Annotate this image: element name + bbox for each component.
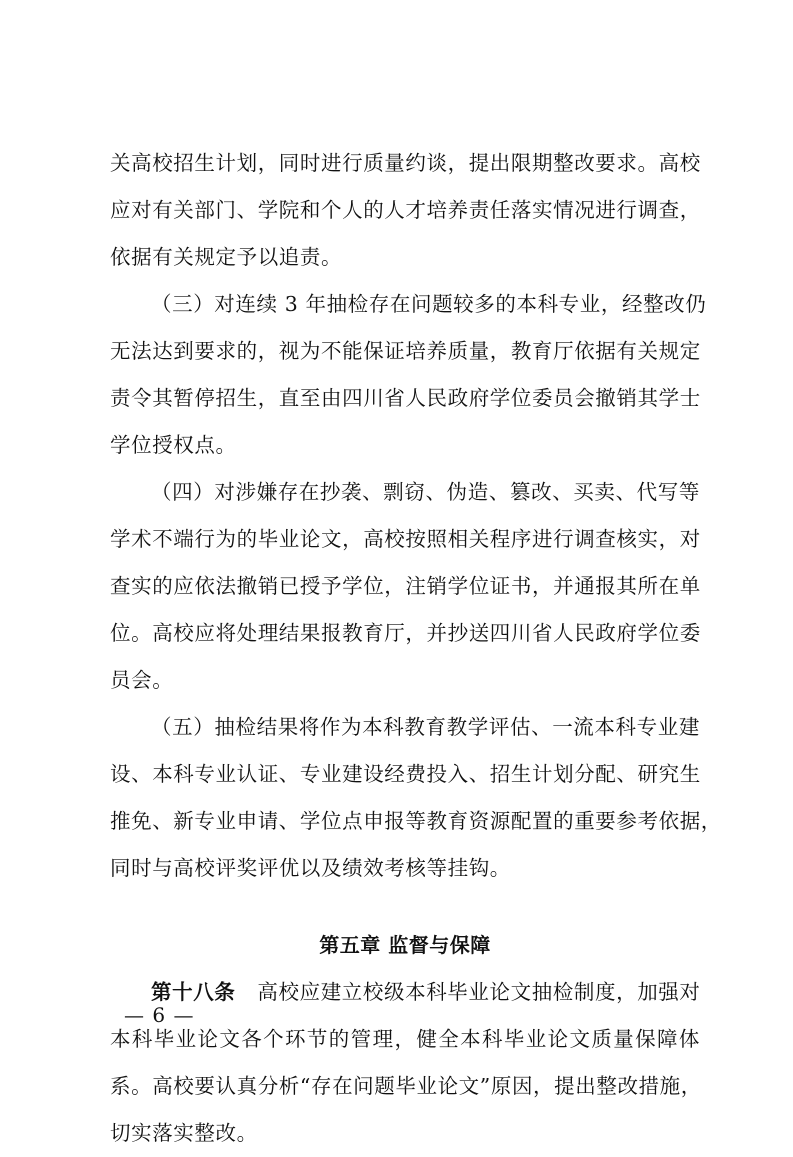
article-eighteen bbox=[110, 969, 700, 1157]
text-line: 切实落实整改。 bbox=[110, 1121, 258, 1145]
text-line: 位。高校应将处理结果报教育厅，并抄送四川省人民政府学位委 bbox=[110, 621, 701, 645]
paragraph-item-four bbox=[110, 469, 700, 704]
document-body bbox=[110, 140, 722, 1157]
page-number: — 6 — bbox=[124, 1003, 195, 1027]
chapter-title: 第五章 监督与保障 bbox=[319, 933, 491, 957]
paragraph-item-three bbox=[110, 281, 707, 469]
text-line: 学位授权点。 bbox=[110, 433, 237, 457]
paragraph-item-five bbox=[110, 704, 722, 892]
text-line: （三）对连续 3 年抽检存在问题较多的本科专业，经整改仍 bbox=[151, 292, 707, 316]
text-line: 责令其暂停招生，直至由四川省人民政府学位委员会撤销其学士 bbox=[110, 386, 701, 410]
text-line: 关高校招生计划，同时进行质量约谈，提出限期整改要求。高校 bbox=[110, 151, 701, 175]
article-label: 第十八条 bbox=[151, 980, 236, 1004]
text-line: 依据有关规定予以追责。 bbox=[110, 245, 343, 269]
text-line: （五）抽检结果将作为本科教育教学评估、一流本科专业建 bbox=[151, 715, 700, 739]
text-line: 系。高校要认真分析“存在问题毕业论文”原因，提出整改措施， bbox=[110, 1074, 702, 1098]
text-line: 员会。 bbox=[110, 668, 174, 692]
text-line: 同时与高校评奖评优以及绩效考核等挂钩。 bbox=[110, 856, 511, 880]
paragraph-continued bbox=[110, 140, 700, 281]
text-line: 本科毕业论文各个环节的管理，健全本科毕业论文质量保障体 bbox=[110, 1027, 700, 1051]
text-line: 查实的应依法撤销已授予学位，注销学位证书，并通报其所在单 bbox=[110, 574, 701, 598]
article-first-line bbox=[110, 969, 700, 1016]
text-line: （四）对涉嫌存在抄袭、剽窃、伪造、篡改、买卖、代写等 bbox=[151, 480, 700, 504]
text-line: 学术不端行为的毕业论文，高校按照相关程序进行调查核实，对 bbox=[110, 527, 701, 551]
text-line: 设、本科专业认证、专业建设经费投入、招生计划分配、研究生 bbox=[110, 762, 701, 786]
text-line: 推免、新专业申请、学位点申报等教育资源配置的重要参考依据， bbox=[110, 809, 722, 833]
text-span: 高校应建立校级本科毕业论文抽检制度，加强对 bbox=[257, 980, 701, 1004]
text-line: 应对有关部门、学院和个人的人才培养责任落实情况进行调查， bbox=[110, 198, 701, 222]
section-spacer bbox=[110, 892, 700, 922]
text-line: 无法达到要求的，视为不能保证培养质量，教育厅依据有关规定 bbox=[110, 339, 701, 363]
